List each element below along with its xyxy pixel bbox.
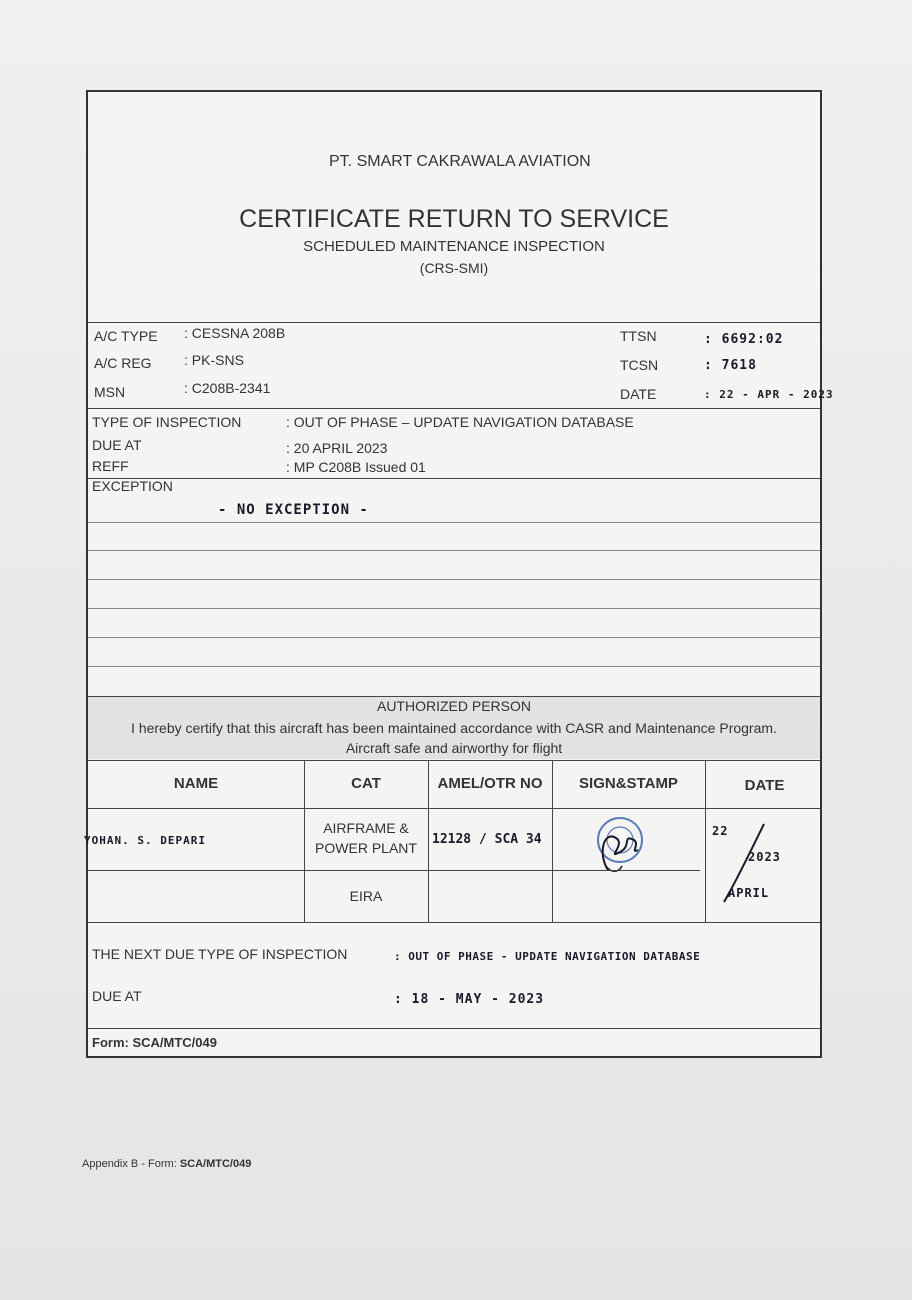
tcsn-value: : 7618 <box>704 358 757 373</box>
inspection-type-value: : OUT OF PHASE – UPDATE NAVIGATION DATABASE <box>286 414 634 430</box>
form-code: (CRS-SMI) <box>419 260 489 276</box>
inspection-type-label: TYPE OF INSPECTION <box>92 414 242 430</box>
date-slash <box>714 818 774 908</box>
msn-label: MSN <box>94 384 126 400</box>
authorized-title: AUTHORIZED PERSON <box>376 698 531 714</box>
ac-type-label: A/C TYPE <box>94 328 158 344</box>
inspector-name: YOHAN. S. DEPARI <box>84 834 206 847</box>
header-date: DATE <box>744 777 785 794</box>
next-due-label: DUE AT <box>92 988 142 1004</box>
crs-form <box>84 90 834 1058</box>
sign-date-year: 2023 <box>748 850 781 864</box>
due-at-label: DUE AT <box>92 437 142 453</box>
ac-reg-label: A/C REG <box>94 355 152 371</box>
sign-date-day: 22 <box>712 824 729 838</box>
cat-airframe: AIRFRAME & <box>323 820 409 836</box>
next-type-value: : OUT OF PHASE - UPDATE NAVIGATION DATABASE <box>394 950 701 963</box>
ac-reg-value: : PK-SNS <box>184 352 244 368</box>
header-amel: AMEL/OTR NO <box>437 775 543 792</box>
sign-date-month: APRIL <box>728 886 770 900</box>
exception-value: - NO EXCEPTION - <box>218 502 369 518</box>
company-name: PT. SMART CAKRAWALA AVIATION <box>329 153 591 170</box>
cat-powerplant: POWER PLANT <box>315 840 417 856</box>
airworthy-statement: Aircraft safe and airworthy for flight <box>345 740 563 756</box>
form-subtitle: SCHEDULED MAINTENANCE INSPECTION <box>303 238 605 255</box>
reff-value: : MP C208B Issued 01 <box>286 459 426 475</box>
appendix-code: SCA/MTC/049 <box>179 1158 252 1170</box>
ttsn-label: TTSN <box>620 328 657 344</box>
msn-value: : C208B-2341 <box>184 380 271 396</box>
form-number: Form: SCA/MTC/049 <box>92 1035 217 1050</box>
exception-label: EXCEPTION <box>92 478 173 494</box>
header-cat: CAT <box>351 775 381 792</box>
date-value: : 22 - APR - 2023 <box>704 388 834 401</box>
reff-label: REFF <box>92 458 129 474</box>
form-title: CERTIFICATE RETURN TO SERVICE <box>239 205 669 233</box>
amel-number: 12128 / SCA 34 <box>432 832 542 847</box>
tcsn-label: TCSN <box>620 357 659 373</box>
next-due-value: : 18 - MAY - 2023 <box>394 992 545 1007</box>
appendix-footer <box>82 1158 251 1170</box>
certification-statement: I hereby certify that this aircraft has been maintained accordance with CASR and Maintenance Program. <box>131 720 777 736</box>
ttsn-value: : 6692:02 <box>704 332 784 347</box>
next-type-label: THE NEXT DUE TYPE OF INSPECTION <box>92 946 348 962</box>
header-sign: SIGN&STAMP <box>579 775 678 792</box>
due-at-value: : 20 APRIL 2023 <box>286 440 388 456</box>
header-name: NAME <box>173 775 219 792</box>
ac-type-value: : CESSNA 208B <box>184 325 286 341</box>
cat-eira: EIRA <box>349 888 383 904</box>
appendix-prefix: Appendix B - Form: <box>82 1158 180 1170</box>
date-label: DATE <box>620 386 657 402</box>
